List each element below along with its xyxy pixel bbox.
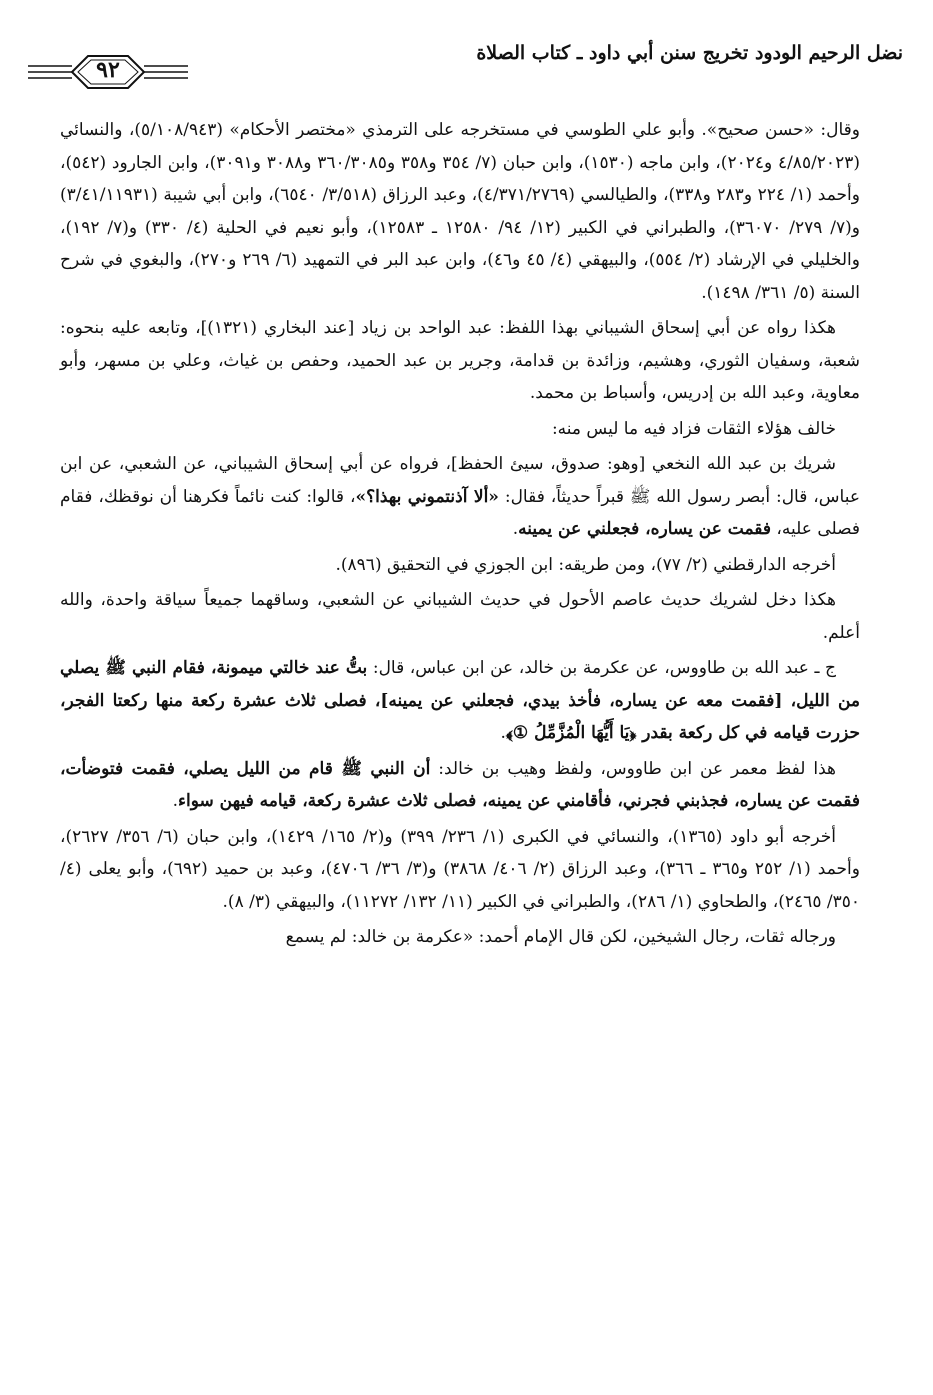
text-run: ج ـ عبد الله بن طاووس، عن عكرمة بن خالد، عن ابن عباس، قال: [367,658,837,678]
paragraph [60,549,860,582]
text-run: هكذا رواه عن أبي إسحاق الشيباني بهذا اللفظ: عبد الواحد بن زياد [عند البخاري (١٣٢١)]، وتابعه عليه بنحوه: شعبة، وسفيان الثوري، وهشيم، وزائدة بن قدامة، وجرير بن عبد الحميد، وحفص بن غياث، وعلي بن مسهر، وأبو معاوية، وعبد الله بن إدريس، وأسباط بن محمد. [60,318,860,403]
text-run: خالف هؤلاء الثقات فزاد فيه ما ليس منه: [551,418,836,439]
paragraph [60,114,860,309]
paragraph [60,448,860,546]
text-run: . [512,519,519,539]
paragraph [60,921,860,954]
running-title: نضل الرحيم الودود تخريج سنن أبي داود ـ كتاب الصلاة [476,42,903,64]
page-number: ٩٢ [96,57,120,83]
paragraph [60,753,860,818]
bold-text-run: أن النبي ﷺ قام من الليل يصلي، فقمت فتوضأت، فقمت عن يساره، فجذبني فجرني، فأقامني عن يمينه، فصلى ثلاث عشرة ركعة، قيامه فيهن سواء [60,758,860,811]
text-run: أخرجه أبو داود (١٣٦٥)، والنسائي في الكبرى (١/ ٢٣٦/ ٣٩٩) و(٢/ ١٦٥/ ١٤٢٩)، وابن حبان (٦/ ٣٥٦/ ٢٦٢٧)، وأحمد (١/ ٢٥٢ و٣٦٥ ـ ٣٦٦)، وعبد الرزاق (٢/ ٤٠٦/ ٣٨٦٨) و(٣/ ٣٦/ ٤٧٠٦)، وعبد بن حميد (٦٩٢)، وأبو يعلى (٤/ ٣٥٠/ ٢٤٦٥)، والطحاوي (١/ ٢٨٦)، والطبراني في الكبير (١١/ ١٣٢/ ١١٢٧٢)، والبيهقي (٣/ ٨). [60,826,860,912]
text-run: شريك بن عبد الله النخعي [وهو: صدوق، سيئ الحفظ]، فرواه عن أبي إسحاق الشيباني، عن الشعبي، عن ابن عباس، قال: أبصر رسول الله ﷺ قبراً حديثاً، فقال: [60,454,860,507]
text-run: . [172,791,178,811]
paragraph [60,821,860,919]
text-run: . [500,723,506,743]
bold-text-run: «ألا آذنتموني بهذا؟» [355,486,499,507]
text-run: أخرجه الدارقطني (٢/ ٧٧)، ومن طريقه: ابن الجوزي في التحقيق (٨٩٦). [335,554,836,575]
bold-text-run: فقمت عن يساره، فجعلني عن يمينه [518,519,772,539]
page-number-badge [28,52,188,92]
paragraph [60,312,860,410]
paragraph [60,584,860,649]
text-run: ، قالوا: كنت نائماً فكرهنا أن نوقظك، فقام فصلى عليه، [60,486,860,539]
text-run: ورجاله ثقات، رجال الشيخين، لكن قال الإمام أحمد: «عكرمة بن خالد: لم يسمع [285,927,836,947]
text-run: هكذا دخل لشريك حديث عاصم الأحول في حديث الشيباني عن الشعبي، وساقهما جميعاً سياقة واحدة، والله أعلم. [60,590,860,643]
text-run: وقال: «حسن صحيح». وأبو علي الطوسي في مستخرجه على الترمذي «مختصر الأحكام» (٥/١٠٨/٩٤٣)، والنسائي (٤/٨٥/٢٠٢٣ و٢٠٢٤)، وابن ماجه (١٥٣٠)، وابن حبان (٧/ ٣٥٤ و٣٥٨ و٣٦٠/٣٠٨٥ و٣٠٨٨ و٣٠٩١)، وابن الجارود (٥٤٢)، وأحمد (١/ ٢٢٤ و٢٨٣ و٣٣٨)، والطيالسي (٤/٣٧١/٢٧٦٩)، وعبد الرزاق (٣/٥١٨/ ٦٥٤٠)، وابن أبي شيبة (٣/٤١/١١٩٣١) و(٧/ ٢٧٩/ ٣٦٠٧٠)، والطبراني في الكبير (١٢/ ٩٤/ ١٢٥٨٠ ـ ١٢٥٨٣)، وأبو نعيم في الحلية (٤/ ٣٣٠) و(٧/ ١٩٢)، والخليلي في الإرشاد (٢/ ٥٥٤)، والبيهقي (٤/ ٤٥ و٤٦)، وابن عبد البر في التمهيد (٦/ ٢٦٩ و٢٧٠)، والبغوي في شرح السنة (٥/ ٣٦١/ ١٤٩٨). [60,120,861,303]
paragraph [60,652,860,750]
paragraph [60,413,860,446]
text-run: هذا لفظ معمر عن ابن طاووس، ولفظ وهيب بن خالد: [430,758,836,779]
bold-text-run: بتُّ عند خالتي ميمونة، فقام النبي ﷺ يصلي من الليل، [فقمت معه عن يساره، فأخذ بيدي، فجعلني عن يمينه]، فصلى ثلاث عشرة ركعة منها ركعتا الفجر، حزرت قيامه في كل ركعة بقدر ﴿يَا أَيُّهَا الْمُزَّمِّلُ ①﴾ [60,658,860,743]
page-header [28,26,903,98]
body-text [60,114,860,957]
